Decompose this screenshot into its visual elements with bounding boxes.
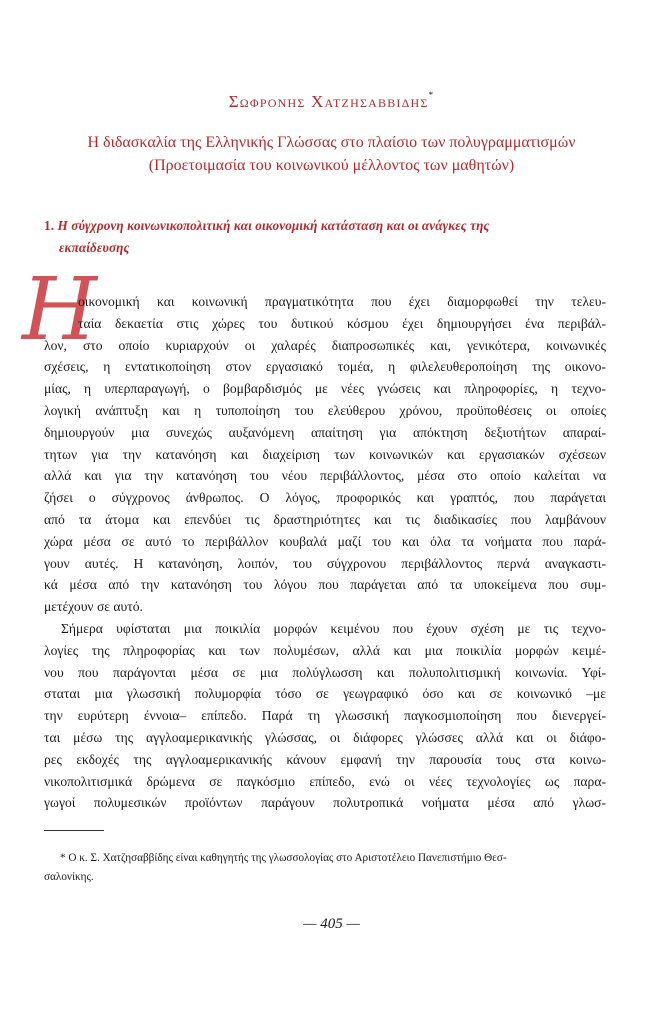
body-line: χώρα μέσα σε αυτό το περιβάλλον κουβαλά μαζί του και όλα τα νοήματα που παρά- — [44, 533, 606, 549]
body-line: ταία δεκαετία στις χώρες του δυτικού κόσμου έχει δημιουργήσει ένα περιβάλ- — [78, 315, 606, 331]
body-text — [44, 291, 606, 814]
paragraph-1 — [44, 291, 606, 618]
body-line: νου που παράγονται μέσα σε μια πολύγλωσση και πολυπολιτισμική κοινωνία. Υφί- — [44, 664, 606, 680]
section-heading — [44, 215, 604, 259]
page-number: — 405 — — [303, 916, 360, 932]
footnote-line-2: σαλονίκης. — [44, 871, 94, 883]
section-title-text: Η σύγχρονη κοινωνικοπολιτική και οικονομική κατάσταση και οι ανάγκες της — [57, 218, 490, 233]
body-line: ρες εκδοχές της αγγλοαμερικανικής κάνουν εμφανή την παρουσία τους στα κοινω- — [44, 751, 606, 767]
author-name-text: Σωφρονης Χατζησαββιδης — [228, 92, 429, 111]
article-title-line-1: Η διδασκαλία της Ελληνικής Γλώσσας στο πλαίσιο των πολυγραμματισμών — [87, 134, 576, 151]
paragraph-2 — [44, 618, 606, 814]
body-line: λον, στο οποίο κυριαρχούν οι χαλαρές διαπροσωπικές και, γενικότερα, κοινωνικές — [44, 337, 606, 353]
body-line: λογική ανάπτυξη και η τυποποίηση του ελεύθερου χρόνου, προϋποθέσεις οι οποίες — [44, 402, 606, 418]
body-line: γουν αυτές. Η κατανόηση, λοιπόν, του σύγχρονου περιβάλλοντος περνά αναγκαστι- — [44, 555, 606, 571]
author-footnote-mark: * — [428, 90, 435, 100]
body-line: κά μέσα από την κατανόηση του λόγου που παράγεται από τα υποκείμενα που συμ- — [44, 577, 606, 593]
body-line: αλλά και για την κατανόηση του νέου περιβάλλοντος, μέσα στο οποίο καλείται να — [44, 468, 606, 484]
article-subtitle: (Προετοιμασία του κοινωνικού μέλλοντος των μαθητών) — [148, 157, 515, 174]
body-line: λογίες της πληροφορίας και των πολυμέσων, αλλά και μια ποικιλία μορφών κειμέ- — [44, 642, 606, 658]
body-line: οικονομική και κοινωνική πραγματικότητα που έχει διαμορφωθεί την τελευ- — [78, 294, 606, 309]
section-number: 1. — [44, 218, 55, 233]
section-heading-line-2: εκπαίδευσης — [59, 240, 130, 255]
section-heading-line-1 — [44, 215, 604, 237]
body-line: από τα άτομα και επενδύει τις δραστηριότητες και τις διαδικασίες που λαμβάνουν — [44, 511, 606, 527]
body-line: δημιουργούν μια συνεχώς αυξανόμενη απαίτηση για απόκτηση δεξιοτήτων απαραί- — [44, 424, 606, 440]
footnote — [44, 849, 606, 887]
body-line: σχέσεις, η εντατικοποίηση στον εργασιακό τομέα, η φιλελευθεροποίηση της οικονο- — [44, 359, 606, 375]
body-line: σταται μια γλωσσική πολυμορφία τόσο σε γεωγραφικό όσο και σε κοινωνικό –με — [44, 686, 606, 702]
body-line: μετέχουν σε αυτό. — [44, 599, 143, 615]
footnote-separator — [44, 830, 104, 831]
footnote-line-1: * Ο κ. Σ. Χατζησαββίδης είναι καθηγητής της γλωσσολογίας στο Αριστοτέλειο Πανεπιστήμιο Θεσ- — [60, 852, 507, 864]
body-line: ται μέσω της αγγλοαμερικανικής γλώσσας, οι διάφορες γλώσσες αλλά και οι διάφο- — [44, 729, 606, 745]
author-name — [0, 92, 663, 112]
drop-cap: Η — [22, 260, 97, 360]
article-title — [40, 131, 623, 177]
body-line: μίας, η υπερπαραγωγή, ο βομβαρδισμός με νέες γνώσεις και πληροφορίες, η τεχνο- — [44, 381, 606, 397]
body-line: την ευρύτερη έννοια– επίπεδο. Παρά τη γλωσσική παγκοσμιοποίηση που διενεργεί- — [44, 708, 606, 724]
body-line: γωγοί πολυμεσικών προϊόντων παράγουν πολυτροπικά νοήματα μέσα από γλωσ- — [44, 795, 606, 811]
body-line: τητων για την κατανόηση και διαχείριση των κοινωνικών και εργασιακών σχέσεων — [44, 446, 606, 462]
body-line: Σήμερα υφίσταται μια ποικιλία μορφών κειμένου που έχουν σχέση με τις τεχνο- — [61, 620, 606, 636]
body-line: ζήσει ο σύγχρονος άνθρωπος. Ο λόγος, προφορικός και γραπτός, που παράγεται — [44, 490, 606, 506]
body-line: νικοπολιτισμικά δρώμενα σε παγκόσμιο επίπεδο, ενώ οι νέες τεχνολογίες ως παρα- — [44, 773, 606, 789]
